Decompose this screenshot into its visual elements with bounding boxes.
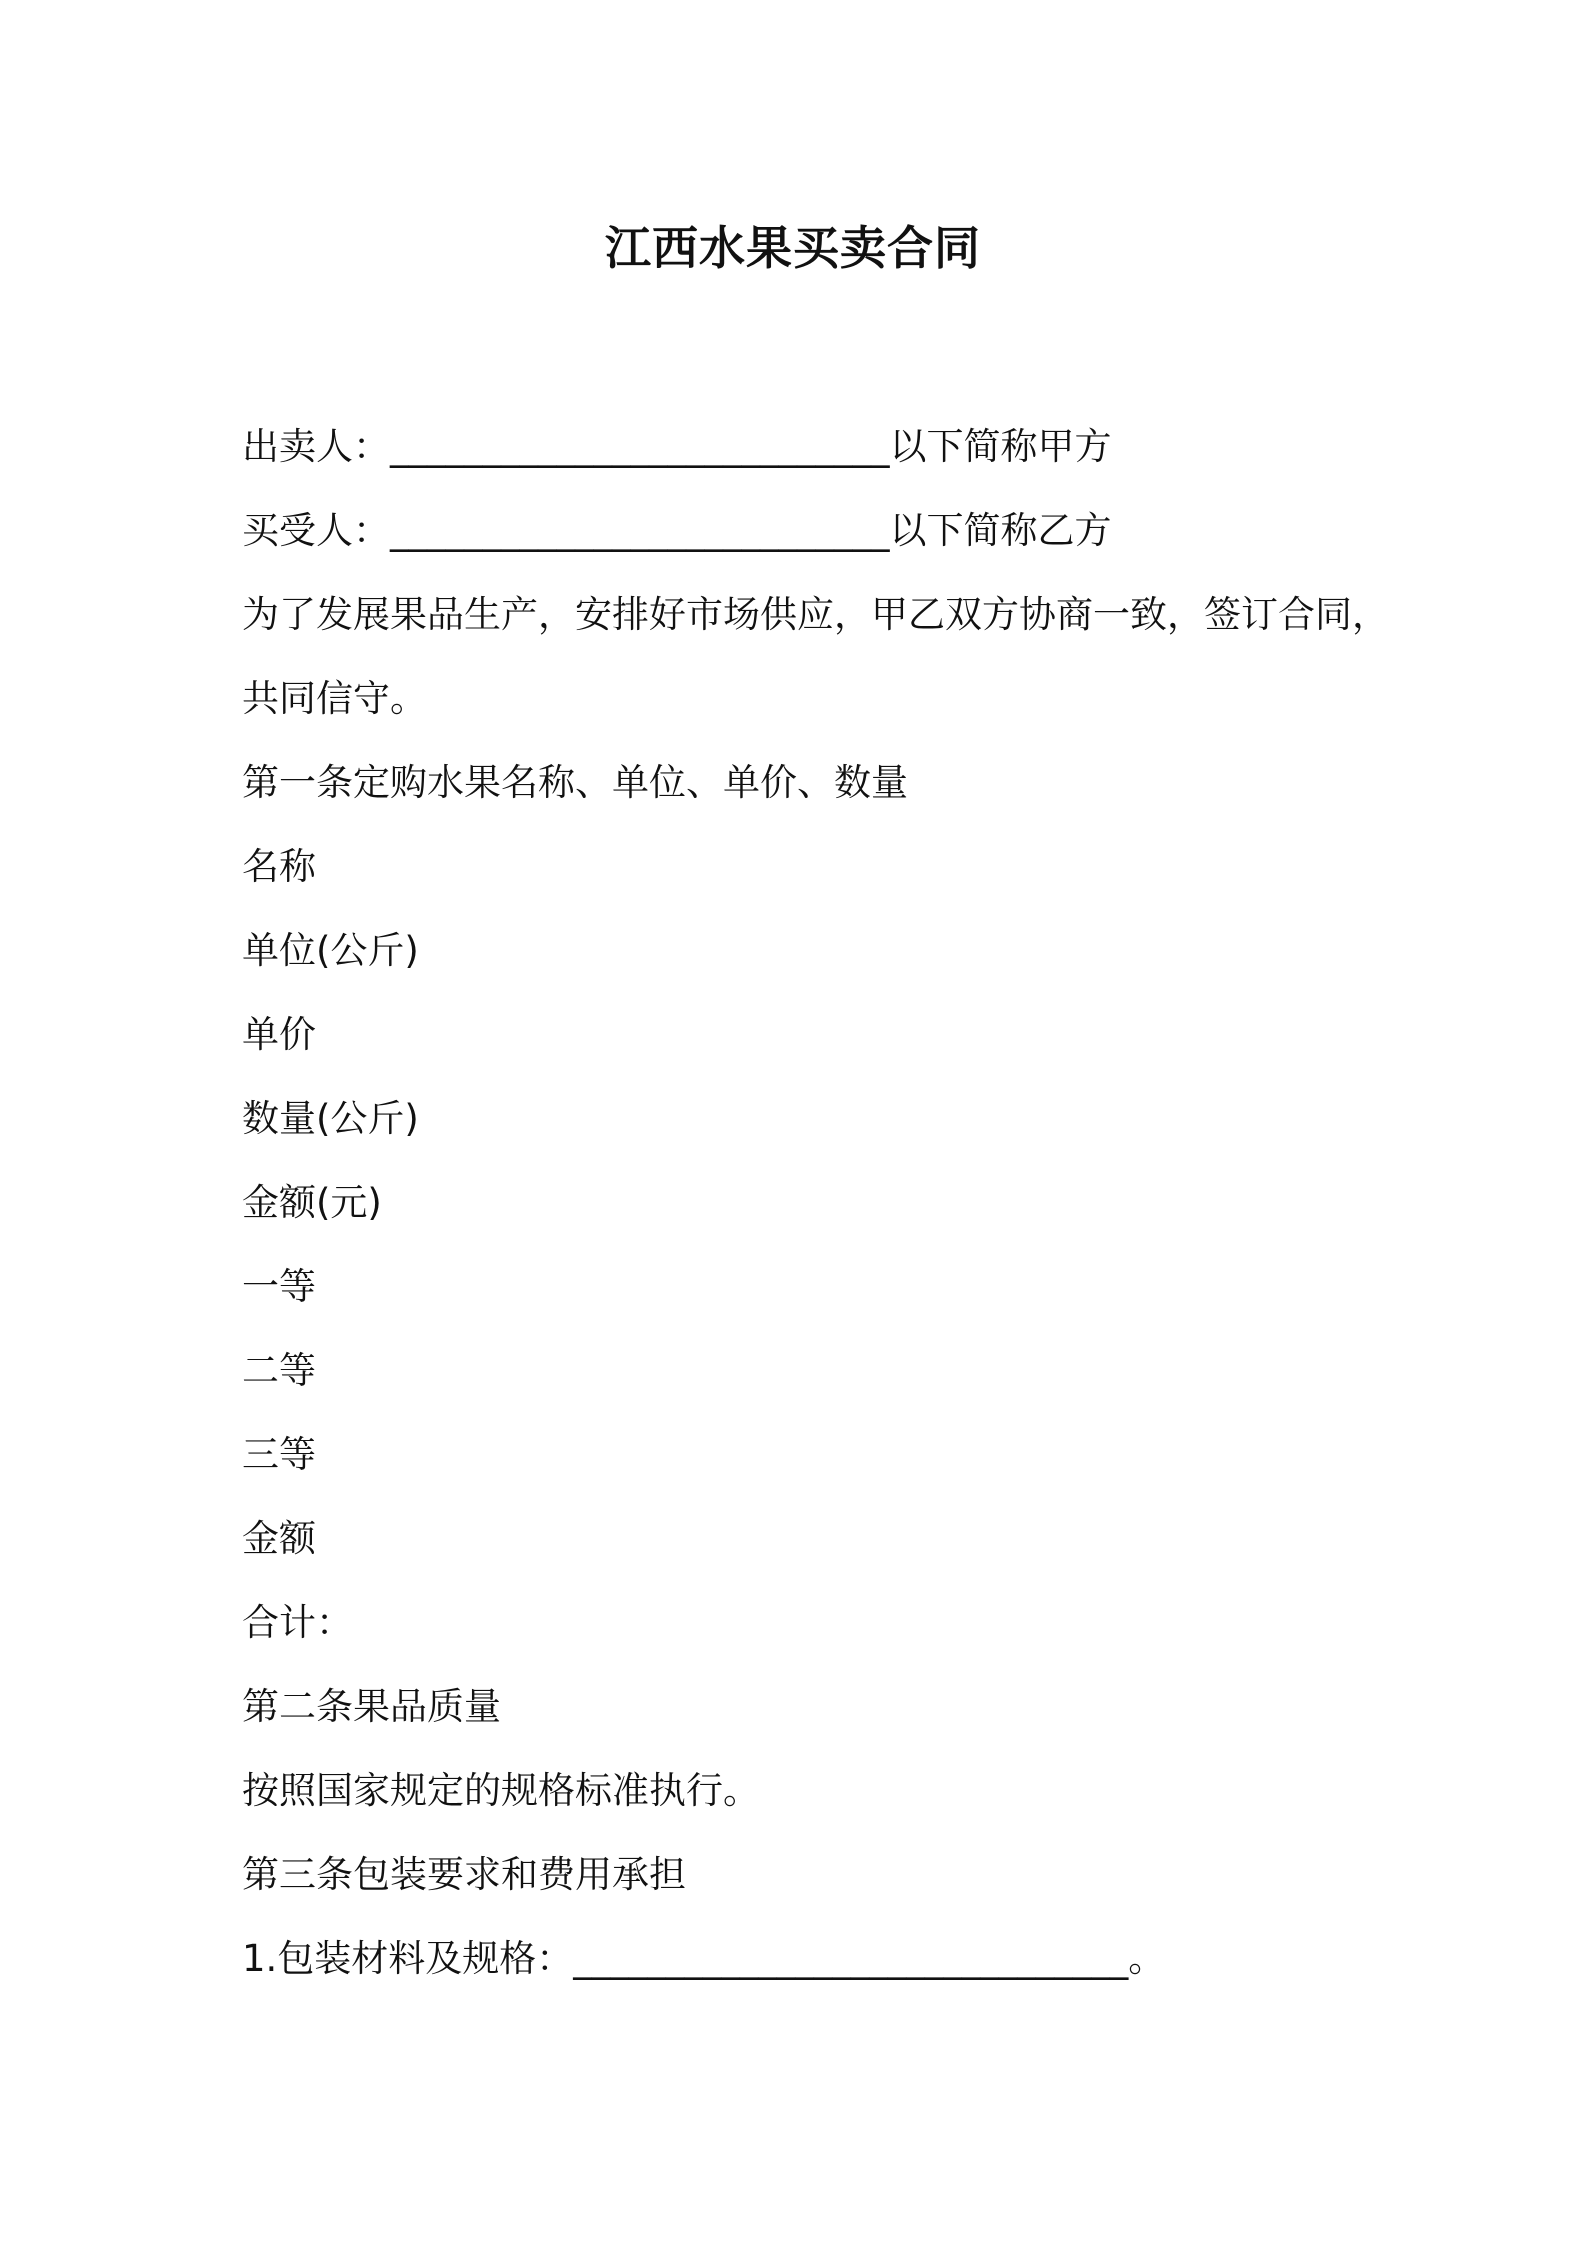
preamble-line-1: 为了发展果品生产，安排好市场供应，甲乙双方协商一致，签订合同， bbox=[242, 593, 1389, 636]
article-2-text: 按照国家规定的规格标准执行。 bbox=[242, 1769, 760, 1812]
article-3-item-1: 1.包装材料及规格：______________________________。 bbox=[242, 1937, 1166, 1980]
grade-2: 二等 bbox=[242, 1349, 316, 1392]
article-2-heading: 第二条果品质量 bbox=[242, 1685, 501, 1728]
field-name: 名称 bbox=[242, 845, 316, 888]
preamble-line-2: 共同信守。 bbox=[242, 677, 427, 720]
buyer-line: 买受人：___________________________以下简称乙方 bbox=[242, 509, 1112, 552]
field-unit: 单位(公斤) bbox=[242, 929, 419, 972]
article-1-heading: 第一条定购水果名称、单位、单价、数量 bbox=[242, 761, 908, 804]
grade-3: 三等 bbox=[242, 1433, 316, 1476]
field-unit-price: 单价 bbox=[242, 1013, 316, 1056]
field-amount-yuan: 金额(元) bbox=[242, 1181, 382, 1224]
seller-line: 出卖人：___________________________以下简称甲方 bbox=[242, 425, 1112, 468]
field-total: 合计： bbox=[242, 1601, 353, 1644]
document-body bbox=[242, 405, 1389, 2001]
grade-1: 一等 bbox=[242, 1265, 316, 1308]
field-quantity: 数量(公斤) bbox=[242, 1097, 419, 1140]
field-amount: 金额 bbox=[242, 1517, 316, 1560]
document-title: 江西水果买卖合同 bbox=[605, 221, 981, 275]
article-3-heading: 第三条包装要求和费用承担 bbox=[242, 1853, 686, 1896]
